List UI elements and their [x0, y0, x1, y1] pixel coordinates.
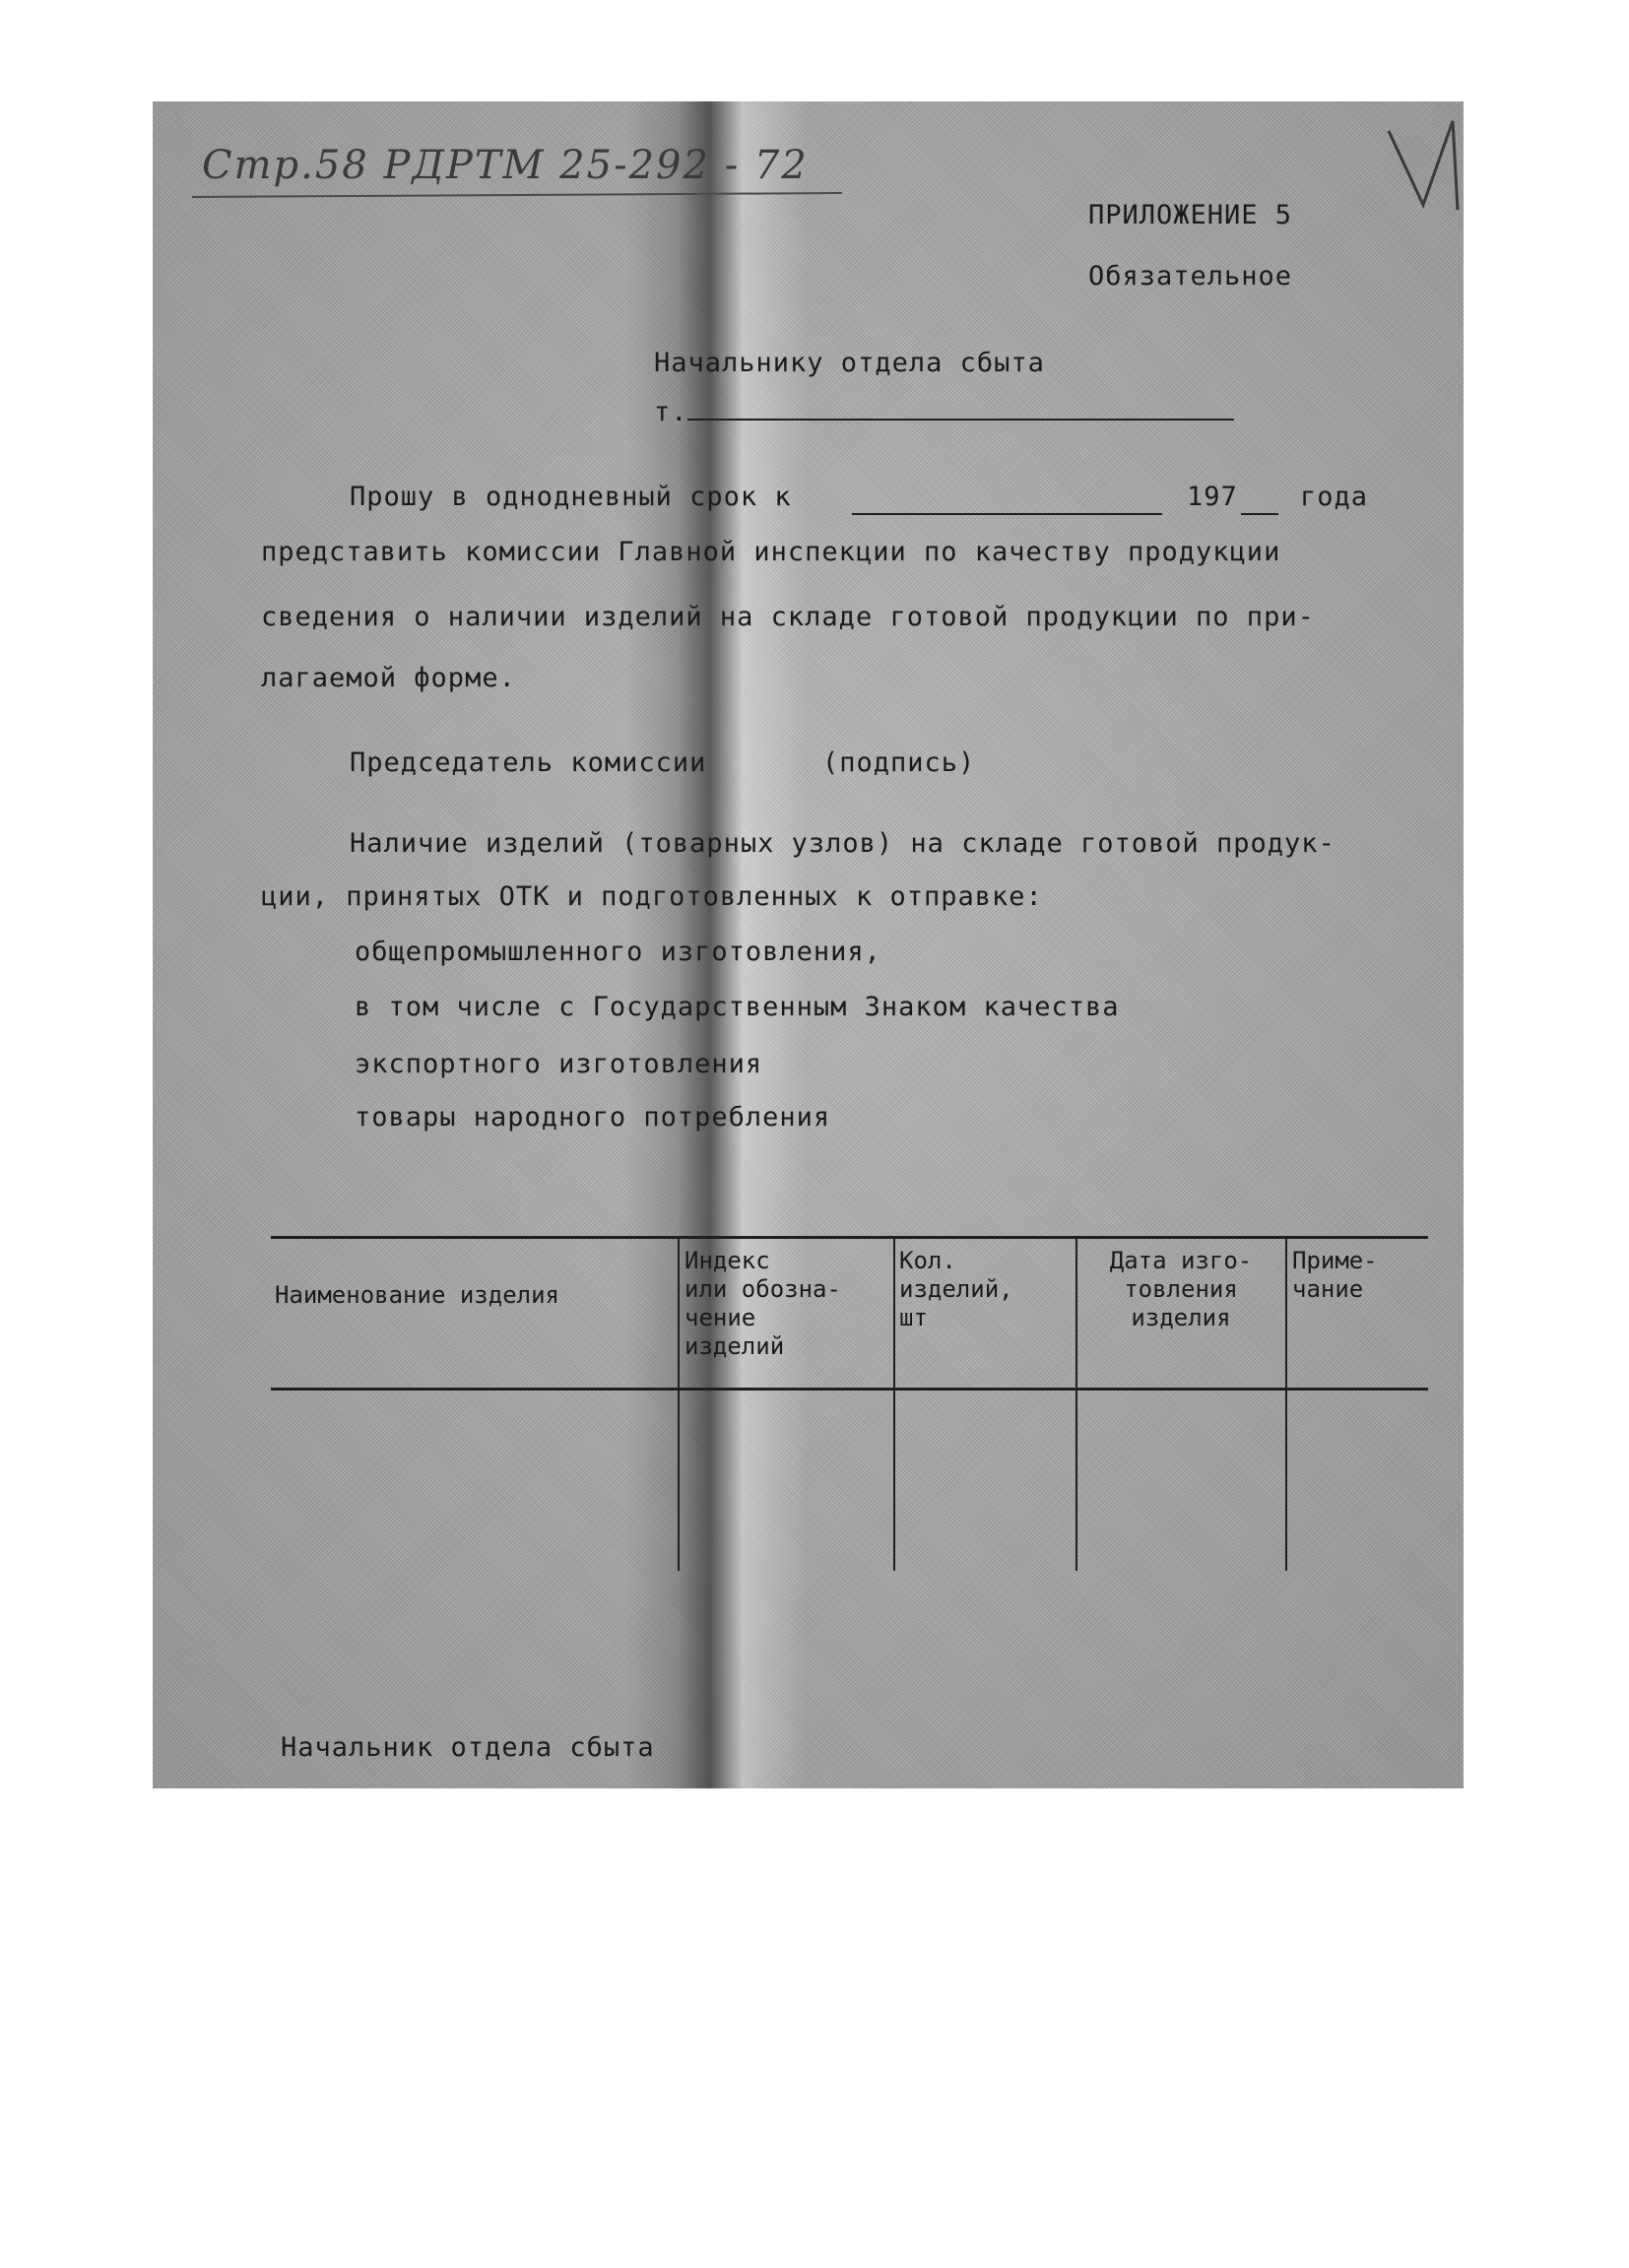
addressee-line2: т. [654, 397, 688, 427]
scanned-page [153, 101, 1464, 1788]
table-col-divider [678, 1236, 680, 1571]
request-start: Прошу в однодневный срок к [350, 482, 792, 512]
year-prefix: 197 [1187, 482, 1238, 512]
request-line3: сведения о наличии изделий на складе готовой продукции по при- [261, 602, 1315, 632]
status-label: Обязательное [1088, 261, 1293, 292]
year-blank-line [1241, 513, 1278, 515]
availability-line2: ции, принятых ОТК и подготовленных к отправке: [261, 881, 1043, 912]
category-consumer-goods: товары народного потребления [355, 1102, 831, 1133]
signature-placeholder: (подпись) [822, 747, 976, 778]
category-general: общепромышленного изготовления, [355, 937, 881, 967]
appendix-label: ПРИЛОЖЕНИЕ 5 [1088, 200, 1293, 230]
col-header-name: Наименование изделия [275, 1281, 559, 1309]
request-line4: лагаемой форме. [261, 663, 516, 693]
request-line2: представить комиссии Главной инспекции по качеству продукции [261, 537, 1281, 567]
col-header-index: Индекс или обозна- чение изделий [684, 1247, 841, 1360]
category-quality-mark: в том числе с Государственным Знаком качества [355, 992, 1120, 1022]
addressee-line1: Начальнику отдела сбыта [654, 348, 1045, 378]
table-top-rule [271, 1236, 1428, 1239]
category-export: экспортного изготовления [355, 1049, 763, 1079]
col-header-note: Приме- чание [1292, 1247, 1378, 1303]
date-blank-line [852, 513, 1162, 515]
table-col-divider [1285, 1236, 1287, 1571]
footer-signoff: Начальник отдела сбыта [281, 1732, 655, 1763]
availability-line1: Наличие изделий (товарных узлов) на складе готовой продук- [350, 828, 1336, 859]
col-header-date: Дата изго- товления изделия [1109, 1247, 1253, 1331]
table-col-divider [893, 1236, 895, 1571]
addressee-blank-line [687, 419, 1234, 421]
year-suffix: года [1300, 482, 1369, 512]
handwritten-reference: Стр.58 РДРТМ 25-292 - 72 [202, 143, 809, 188]
table-header-rule [271, 1388, 1428, 1391]
table-col-divider [1075, 1236, 1077, 1571]
chairman-label: Председатель комиссии [350, 747, 707, 778]
col-header-quantity: Кол. изделий, шт [899, 1247, 1013, 1331]
corner-check-mark [1389, 121, 1458, 210]
